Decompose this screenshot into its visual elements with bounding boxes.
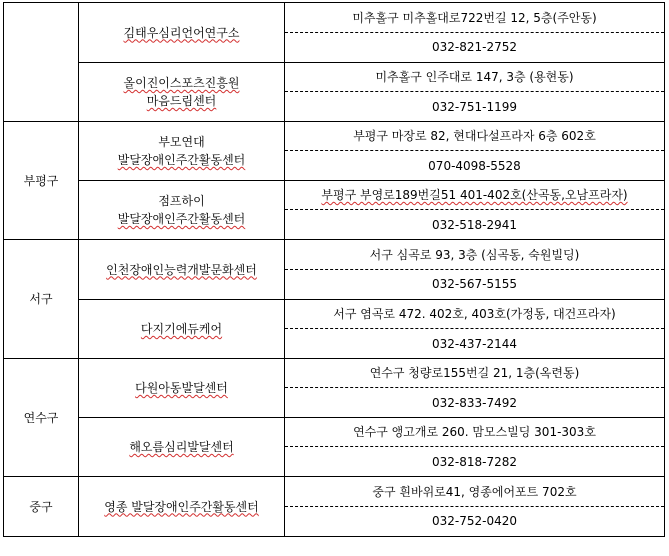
- table-row: [4, 477, 665, 537]
- table-row: [4, 300, 665, 359]
- center-address: 서구 염곡로 472. 402호, 403호(가정동, 대건프라자): [285, 300, 664, 329]
- center-name-line1: 올이진이스포츠진흥원: [123, 76, 240, 90]
- center-name-line2: 발달장애인주간활동센터: [117, 153, 246, 167]
- center-name: 김태우심리언어연구소: [123, 25, 240, 40]
- center-name-line2: 발달장애인주간활동센터: [117, 212, 246, 226]
- center-name: 다지기에듀케어: [140, 322, 223, 336]
- center-address: 연수구 앵고개로 260. 맘모스빌딩 301-303호: [285, 418, 664, 447]
- center-name-line1: 부모연대: [158, 135, 205, 149]
- center-name-cell: [79, 63, 285, 122]
- district-cell: 부평구: [4, 122, 79, 240]
- center-address: 부평구 마장로 82, 현대다설프라자 6층 602호: [285, 122, 664, 151]
- center-name-cell: [79, 359, 285, 418]
- center-phone: 070-4098-5528: [428, 158, 521, 173]
- district-cell: 중구: [4, 477, 79, 537]
- center-name: 해오름심리발달센터: [129, 440, 234, 454]
- center-name-cell: [79, 418, 285, 477]
- center-phone: 032-437-2144: [431, 336, 517, 351]
- center-address: 미추홀구 인주대로 147, 3층 (용현동): [285, 63, 664, 92]
- contact-cell: [285, 181, 665, 240]
- center-name-line1: 점프하이: [158, 194, 205, 208]
- center-name: 영종 발달장애인주간활동센터: [104, 499, 259, 514]
- table-row: [4, 359, 665, 418]
- center-address: 연수구 청량로155번길 21, 1층(옥련동): [285, 359, 664, 388]
- table-row: [4, 122, 665, 181]
- contact-cell: [285, 359, 665, 418]
- center-phone: 032-818-7282: [431, 454, 517, 469]
- center-address: 미추홀구 미추홀대로722번길 12, 5층(주안동): [285, 4, 664, 33]
- center-address: 서구 심곡로 93, 3층 (심곡동, 숙원빌딩): [285, 241, 664, 270]
- contact-cell: [285, 477, 665, 537]
- center-directory-table: [3, 2, 665, 537]
- table-row: [4, 63, 665, 122]
- table-row: [4, 3, 665, 63]
- center-name-line2: 마음드림센터: [146, 94, 217, 108]
- center-address: 중구 흰바위로41, 영종에어포트 702호: [285, 478, 664, 507]
- center-name-cell: [79, 477, 285, 537]
- center-name-cell: [79, 122, 285, 181]
- center-phone: 032-518-2941: [431, 217, 517, 232]
- district-cell: 서구: [4, 240, 79, 359]
- center-name-cell: [79, 240, 285, 300]
- center-name-cell: [79, 181, 285, 240]
- center-phone: 032-751-1199: [431, 99, 517, 114]
- table-row: [4, 240, 665, 300]
- contact-cell: [285, 3, 665, 63]
- center-phone: 032-567-5155: [431, 277, 517, 291]
- center-name: 인천장애인능력개발문화센터: [106, 262, 257, 277]
- center-name: 다원아동발달센터: [135, 381, 228, 395]
- table-row: [4, 418, 665, 477]
- contact-cell: [285, 240, 665, 300]
- contact-cell: [285, 63, 665, 122]
- center-phone: 032-833-7492: [431, 395, 517, 410]
- center-phone: 032-752-0420: [431, 514, 517, 528]
- district-cell-empty: [4, 3, 79, 122]
- center-name-cell: [79, 3, 285, 63]
- contact-cell: [285, 300, 665, 359]
- table-row: [4, 181, 665, 240]
- center-name-cell: [79, 300, 285, 359]
- center-address: 부평구 부영로189번길51 401-402호(산곡동,오남프라자): [285, 181, 664, 210]
- contact-cell: [285, 122, 665, 181]
- contact-cell: [285, 418, 665, 477]
- center-phone: 032-821-2752: [431, 40, 517, 54]
- district-cell: 연수구: [4, 359, 79, 477]
